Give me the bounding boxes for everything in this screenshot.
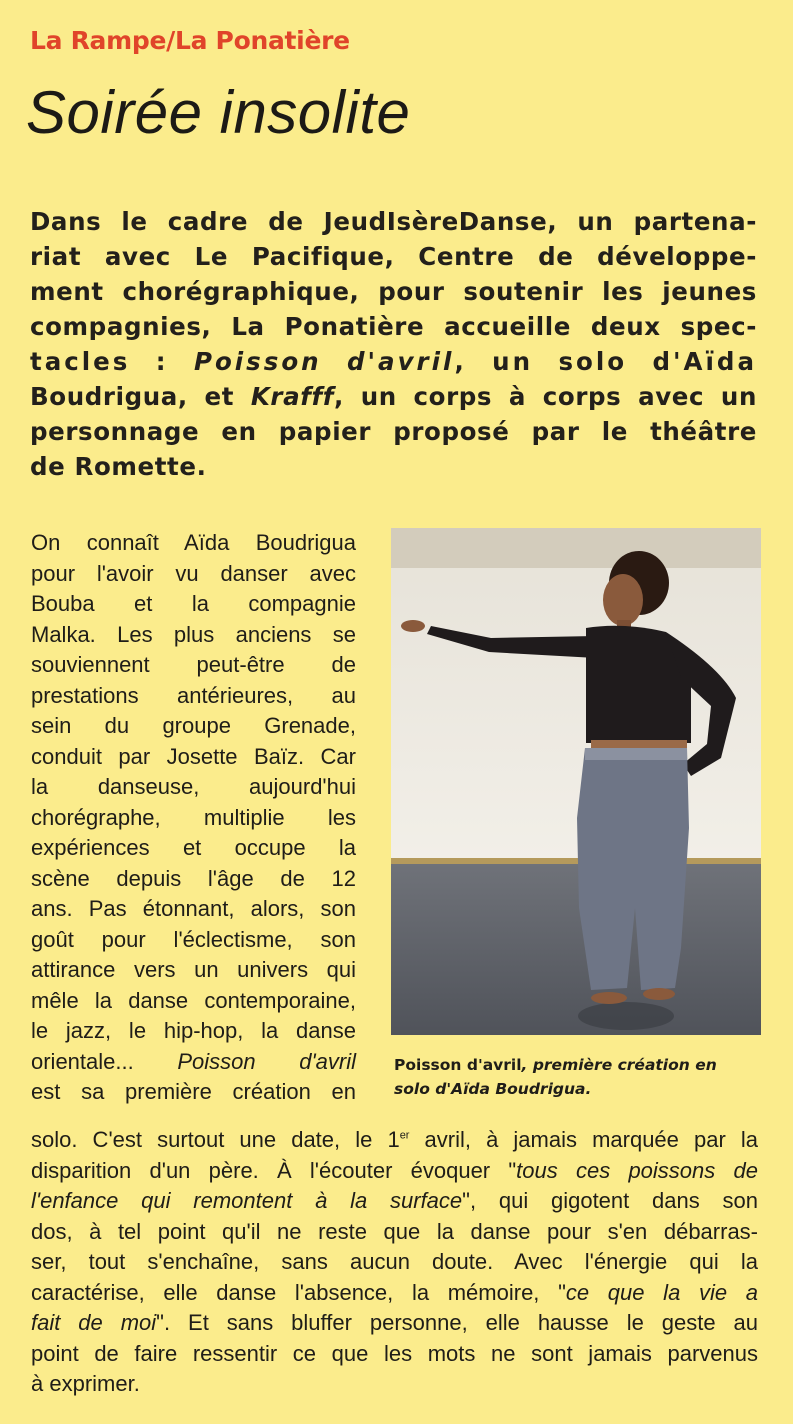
caption-line <box>394 1077 774 1101</box>
section-kicker: La Rampe/La Ponatière <box>30 26 350 55</box>
lead-text: tacles : <box>30 347 194 376</box>
ordinal-suffix: er <box>399 1129 410 1142</box>
body-text: disparition d'un père. À l'écouter évoquer " <box>31 1157 517 1183</box>
body-text: ". Et sans bluffer personne, elle hausse le geste au <box>156 1310 758 1335</box>
body-line: est sa première création en <box>31 1079 356 1104</box>
body-line <box>31 1186 758 1217</box>
show-title: Poisson d'avril <box>177 1048 356 1074</box>
body-line: mêle la danse contemporaine, <box>31 987 356 1013</box>
lead-line: riat avec Le Pacifique, Centre de développe- <box>30 242 757 271</box>
body-line: le jazz, le hip-hop, la danse <box>31 1018 356 1043</box>
body-text: ", qui gigotent dans son <box>462 1188 758 1213</box>
body-line: attirance vers un univers qui <box>31 957 356 982</box>
show-title: Poisson d'avril <box>193 347 455 376</box>
lead-text: , un solo d'Aïda <box>454 347 757 376</box>
body-line: ans. Pas étonnant, alors, son <box>31 896 356 921</box>
body-line: prestations antérieures, au <box>31 682 356 708</box>
quote-text: ce que la vie a <box>565 1279 759 1305</box>
body-line: goût pour l'éclectisme, son <box>31 926 356 952</box>
quote-text: fait de moi <box>31 1310 157 1335</box>
body-line: chorégraphe, multiplie les <box>31 804 356 830</box>
body-text: caractérise, elle danse l'absence, la mémoire, " <box>31 1279 566 1305</box>
body-text: avril, à jamais marquée par la <box>409 1127 758 1152</box>
body-line: dos, à tel point qu'il ne reste que la danse pour s'en débarras- <box>31 1218 758 1244</box>
quote-text: tous ces poissons de <box>516 1157 758 1183</box>
caption-text: , première création en <box>521 1056 717 1074</box>
body-line: sein du groupe Grenade, <box>31 713 356 738</box>
body-line: scène depuis l'âge de 12 <box>31 865 356 891</box>
body-column <box>31 528 356 1108</box>
body-line: conduit par Josette Baïz. Car <box>31 743 356 769</box>
body-line: la danseuse, aujourd'hui <box>31 774 356 799</box>
body-full-width <box>31 1125 758 1400</box>
body-line: ser, tout s'enchaîne, sans aucun doute. Avec l'énergie qui la <box>31 1249 758 1274</box>
body-text: solo. C'est surtout une date, le 1 <box>31 1127 400 1152</box>
body-line <box>31 1278 758 1309</box>
body-line: souviennent peut-être de <box>31 652 356 677</box>
lead-line: ment chorégraphique, pour soutenir les jeunes <box>30 277 757 306</box>
dancer-photo <box>391 528 761 1035</box>
show-title: Krafff <box>250 382 335 411</box>
caption-text: solo d'Aïda Boudrigua. <box>394 1080 592 1098</box>
body-line: pour l'avoir vu danser avec <box>31 560 356 586</box>
body-line: à exprimer. <box>31 1371 140 1396</box>
body-text: orientale... <box>31 1048 178 1074</box>
photo-caption <box>394 1053 774 1101</box>
article-title: Soirée insolite <box>26 79 411 146</box>
lead-line: personnage en papier proposé par le théâtre <box>30 417 757 446</box>
body-line: Malka. Les plus anciens se <box>31 621 356 647</box>
body-line: point de faire ressentir ce que les mots ne sont jamais parvenus <box>31 1340 758 1366</box>
lead-line <box>30 344 757 379</box>
lead-line <box>30 379 757 414</box>
lead-line: Dans le cadre de JeudIsèreDanse, un partena- <box>30 207 757 236</box>
body-line <box>31 1156 758 1187</box>
lead-line: de Romette. <box>30 452 207 481</box>
body-line <box>31 1308 758 1339</box>
caption-line <box>394 1053 774 1077</box>
body-line <box>31 1125 758 1156</box>
body-line: Bouba et la compagnie <box>31 591 356 616</box>
dancer-photo-illustration <box>391 528 761 1035</box>
caption-show-title: Poisson d'avril <box>394 1056 522 1074</box>
quote-text: l'enfance qui remontent à la surface <box>31 1188 463 1213</box>
article-lead <box>30 204 757 484</box>
body-line: expériences et occupe la <box>31 835 356 860</box>
lead-text: Boudrigua, et <box>30 382 251 411</box>
lead-text: , un corps à corps avec un <box>334 382 757 411</box>
body-line <box>31 1047 356 1078</box>
body-line: On connaît Aïda Boudrigua <box>31 530 356 555</box>
lead-line: compagnies, La Ponatière accueille deux spec- <box>30 312 757 341</box>
